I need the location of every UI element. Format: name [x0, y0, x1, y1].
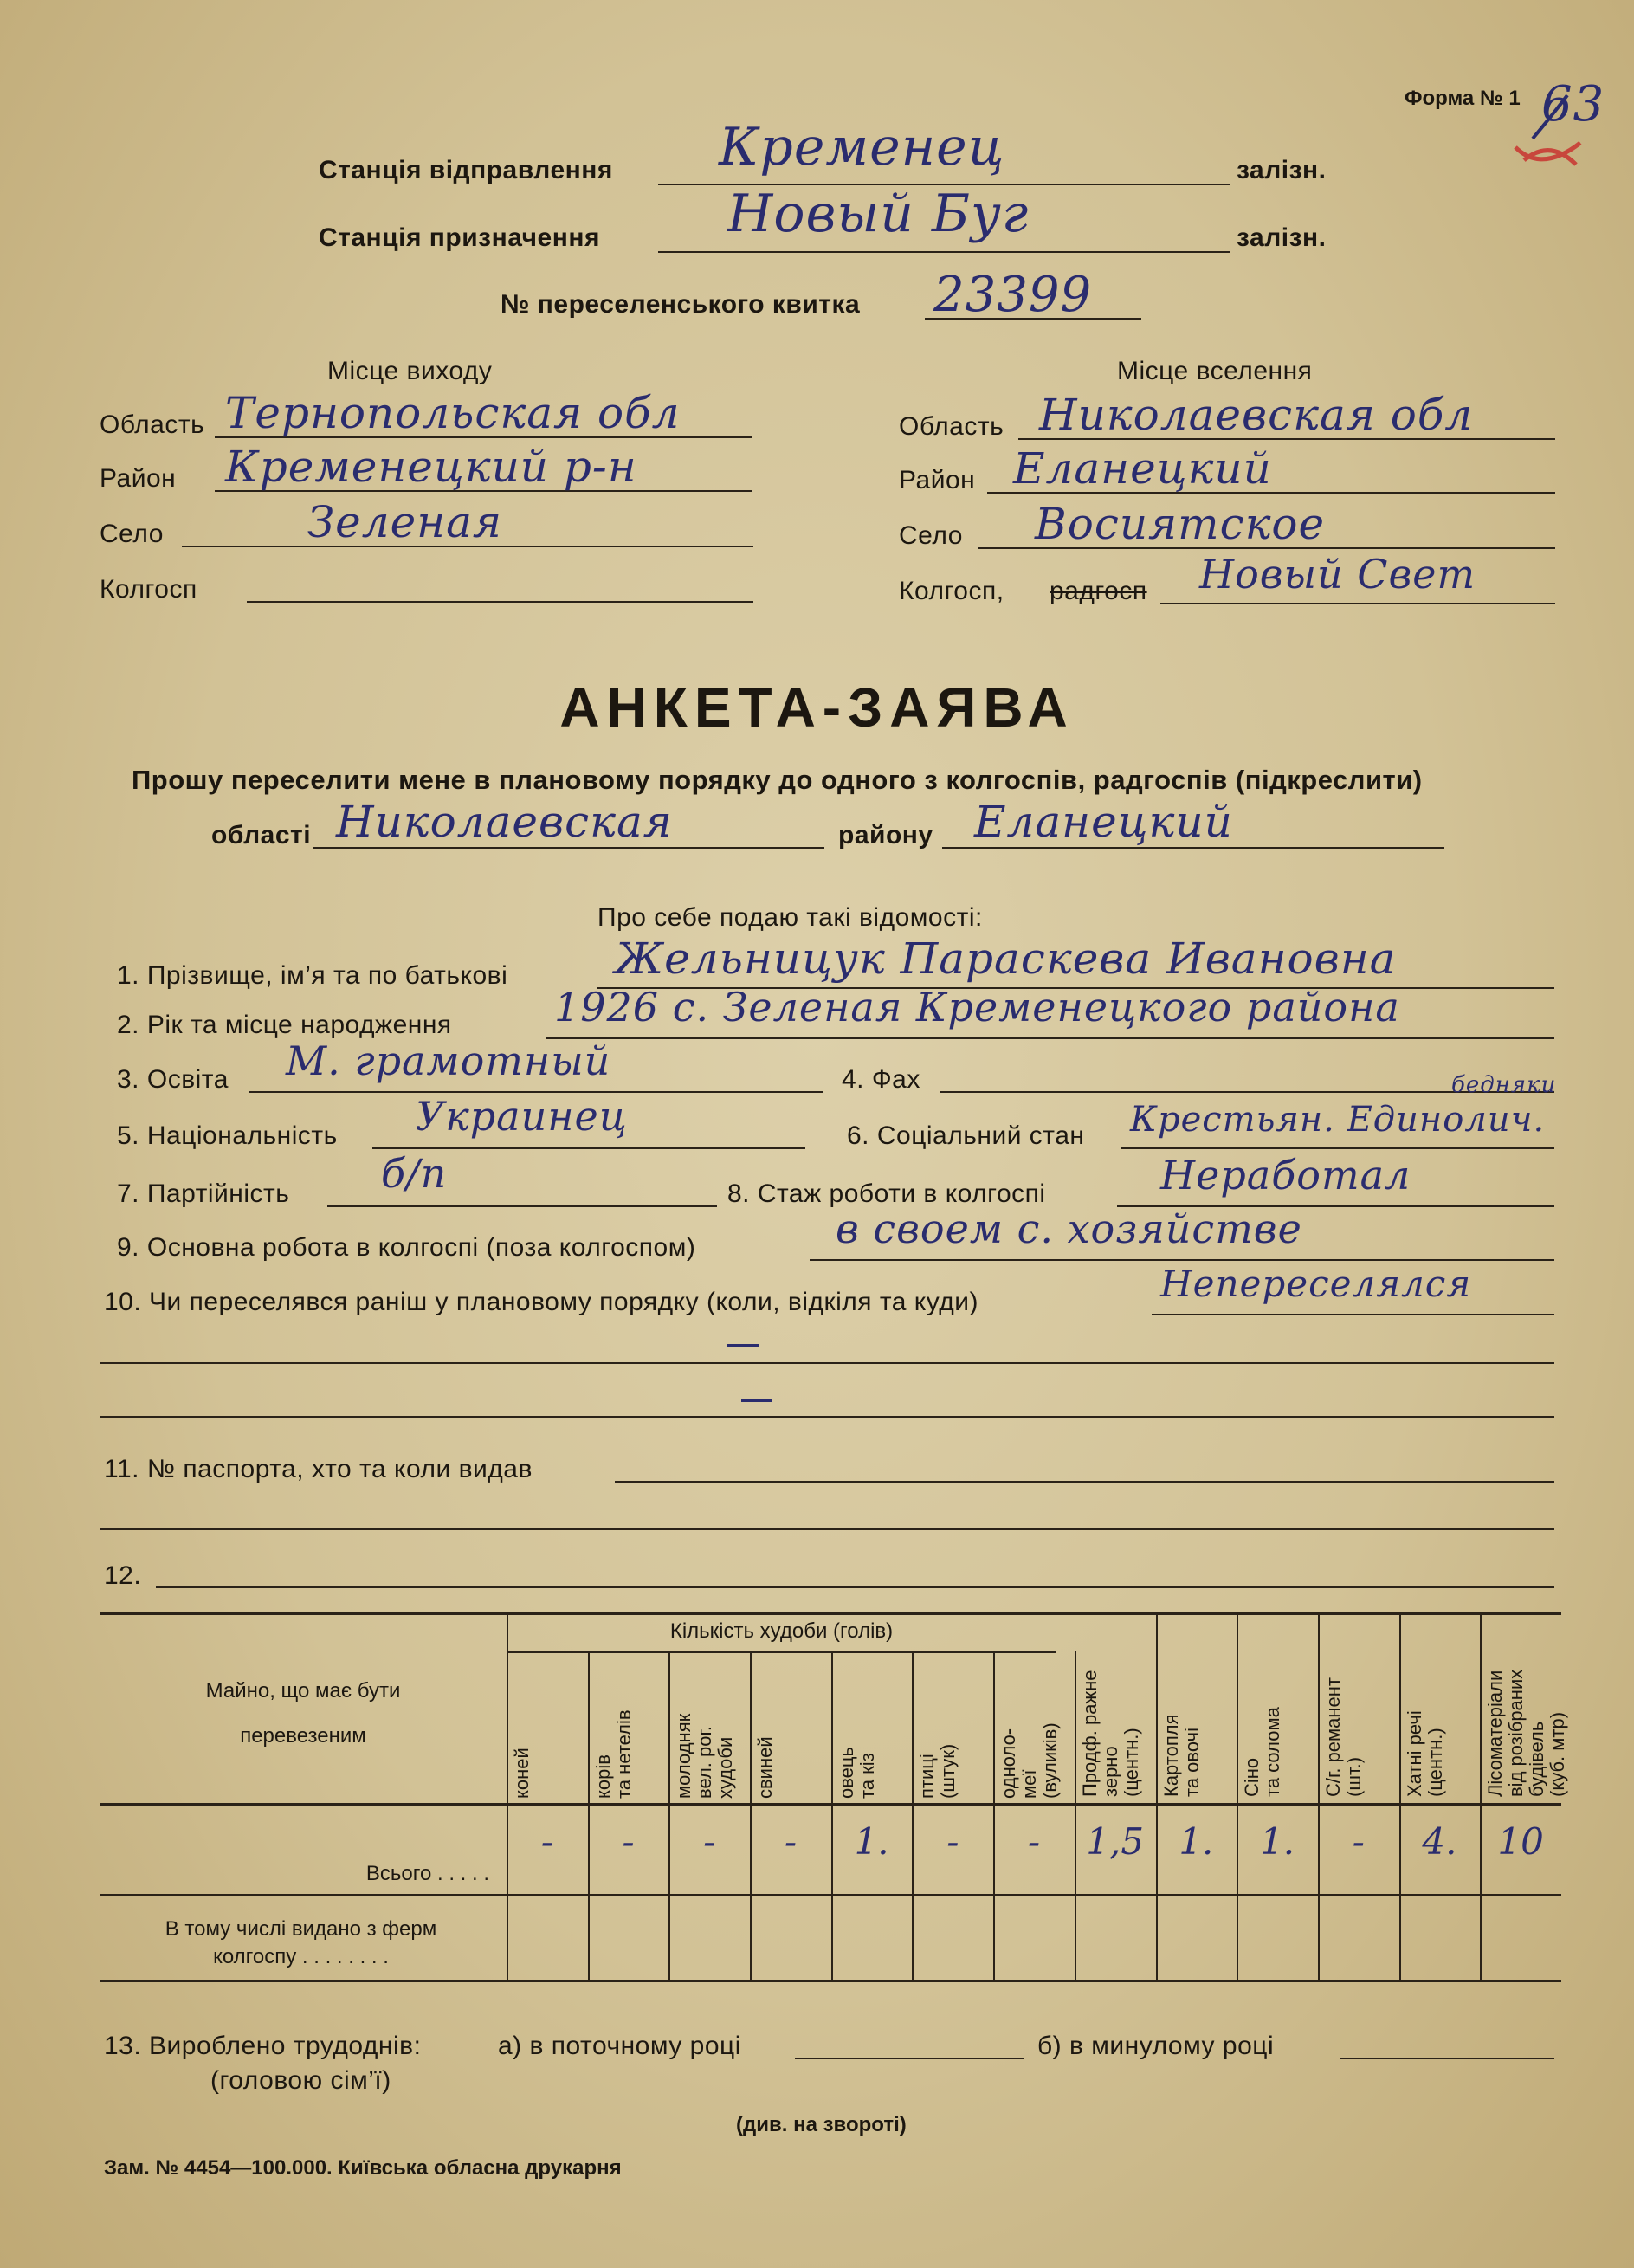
origin-oblast-label: Область	[100, 410, 205, 439]
q5-value: Украинец	[416, 1093, 628, 1140]
table-total-value: -	[622, 1820, 635, 1863]
request-oblast-label: області	[211, 821, 312, 850]
departure-station-label: Станція відправлення	[319, 156, 613, 184]
table-col-header: птиці (штук)	[916, 1743, 959, 1799]
q13-b-label: б) в минулому році	[1037, 2032, 1275, 2060]
q6-extra: бедняки	[1451, 1072, 1557, 1098]
table-col-header: одноло- меї (вуликів)	[998, 1722, 1062, 1799]
table-col-header: Картопля та овочі	[1159, 1714, 1203, 1797]
corner-number: 63	[1541, 76, 1605, 132]
q9-value: в своем с. хозяйстве	[836, 1205, 1302, 1252]
intro-text: Про себе подаю такі відомості:	[597, 903, 983, 932]
table-total-value: 1,5	[1086, 1820, 1145, 1863]
printer-note: Зам. № 4454—100.000. Київська обласна друкарня	[104, 2156, 622, 2180]
q11-label: 11. № паспорта, хто та коли видав	[104, 1455, 533, 1483]
origin-raion-label: Район	[100, 464, 177, 493]
request-oblast-value: Николаевская	[336, 797, 673, 847]
table-col-header: свиней	[754, 1736, 777, 1799]
table-total-value: -	[1352, 1820, 1365, 1863]
q13-label: 13. Вироблено трудоднів:	[104, 2032, 422, 2060]
table-total-value: 1.	[1260, 1820, 1295, 1863]
origin-raion-value: Кременецкий р-н	[225, 442, 637, 492]
request-text: Прошу переселити мене в плановому порядку до одного з колгоспів, радгоспів (підкреслити)	[132, 765, 1423, 795]
table-col-header: коней	[511, 1748, 533, 1799]
form-number: Форма № 1	[1405, 87, 1521, 110]
origin-selo-label: Село	[100, 520, 164, 548]
table-col-header: Сіно та солома	[1241, 1707, 1284, 1797]
destination-radhosp-label: радгосп	[1050, 577, 1147, 605]
table-farm-label: В тому числі видано з ферм колгоспу . . . . . . . .	[165, 1917, 437, 1968]
q7-label: 7. Партійність	[117, 1179, 290, 1208]
property-table	[100, 1612, 1569, 1981]
q12-label: 12.	[104, 1561, 142, 1590]
table-row-header: Майно, що має бути перевезеним	[205, 1679, 401, 1748]
origin-heading: Місце виходу	[327, 357, 493, 385]
request-raion-value: Еланецкий	[974, 797, 1233, 847]
destination-oblast-value: Николаевская обл	[1039, 390, 1474, 440]
q2-label: 2. Рік та місце народження	[117, 1011, 452, 1039]
ticket-value: 23399	[933, 267, 1093, 323]
q13-sub: (головою сім’ї)	[210, 2066, 391, 2095]
destination-heading: Місце вселення	[1117, 357, 1313, 385]
table-total-value: -	[946, 1820, 959, 1863]
ticket-label: № переселенського квитка	[501, 290, 861, 319]
q6-value: Крестьян. Единолич.	[1130, 1100, 1546, 1140]
table-total-value: -	[703, 1820, 716, 1863]
form-title: АНКЕТА-ЗАЯВА	[559, 676, 1075, 739]
q2-value: 1926 с. Зеленая Кременецкого района	[554, 984, 1400, 1031]
destination-selo-value: Восиятское	[1035, 499, 1326, 549]
q5-label: 5. Національність	[117, 1121, 338, 1150]
departure-station-value: Кременец	[719, 117, 1005, 178]
table-col-header: корів та нетелів	[591, 1709, 635, 1799]
destination-selo-label: Село	[899, 521, 963, 550]
arrival-station-label: Станція призначення	[319, 223, 600, 252]
table-col-header: Продф. ражне зерно (центн.)	[1078, 1670, 1142, 1797]
q9-label: 9. Основна робота в колгоспі (поза колгоспом)	[117, 1233, 696, 1262]
table-col-header: Хатні речі (центн.)	[1403, 1710, 1446, 1797]
table-total-value: 10	[1497, 1820, 1544, 1863]
q8-label: 8. Стаж роботи в колгоспі	[727, 1179, 1046, 1208]
arrival-station-suffix: залізн.	[1237, 223, 1327, 252]
q3-value: М. грамотный	[286, 1037, 611, 1084]
destination-kolhosp-value: Новый Свет	[1199, 551, 1476, 598]
table-col-header: С/г. реманент (шт.)	[1321, 1677, 1365, 1797]
table-total-value: 4.	[1422, 1820, 1457, 1863]
table-total-value: 1.	[854, 1820, 889, 1863]
q4-label: 4. Фах	[842, 1065, 920, 1094]
table-total-value: 1.	[1179, 1820, 1214, 1863]
q1-value: Жельницук Параскева Ивановна	[615, 934, 1397, 984]
destination-raion-value: Еланецкий	[1013, 443, 1272, 494]
table-total-value: -	[540, 1820, 553, 1863]
table-group-header: Кількість худоби (голів)	[669, 1619, 894, 1643]
q10-label: 10. Чи переселявся раніш у плановому порядку (коли, відкіля та куди)	[104, 1288, 979, 1316]
table-total-value: -	[1027, 1820, 1041, 1863]
destination-oblast-label: Область	[899, 412, 1004, 441]
origin-oblast-value: Тернопольская обл	[225, 388, 681, 438]
destination-raion-label: Район	[899, 466, 976, 494]
q10-value: Непереселялся	[1160, 1263, 1472, 1305]
q3-label: 3. Освіта	[117, 1065, 229, 1094]
table-col-header: овець та кіз	[835, 1747, 878, 1799]
destination-kolhosp-label: Колгосп,	[899, 577, 1004, 605]
q1-label: 1. Прізвище, ім’я та по батькові	[117, 961, 508, 990]
q8-value: Неработал	[1160, 1152, 1411, 1199]
request-raion-label: району	[838, 821, 933, 850]
origin-kolhosp-label: Колгосп	[100, 575, 197, 604]
q13-a-label: а) в поточному році	[498, 2032, 741, 2060]
table-total-label: Всього . . . . .	[365, 1862, 489, 1885]
table-col-header: Лісоматеріали від розібраних будівель (куб. мтр)	[1484, 1669, 1569, 1797]
arrival-station-value: Новый Буг	[727, 184, 1030, 244]
table-col-header: молодняк вел. рог. худоби	[673, 1713, 737, 1799]
origin-selo-value: Зеленая	[307, 497, 503, 547]
departure-station-suffix: залізн.	[1237, 156, 1327, 184]
q7-value: б/п	[381, 1150, 448, 1197]
footnote: (див. на звороті)	[736, 2113, 907, 2136]
q6-label: 6. Соціальний стан	[847, 1121, 1085, 1150]
table-total-value: -	[784, 1820, 798, 1863]
